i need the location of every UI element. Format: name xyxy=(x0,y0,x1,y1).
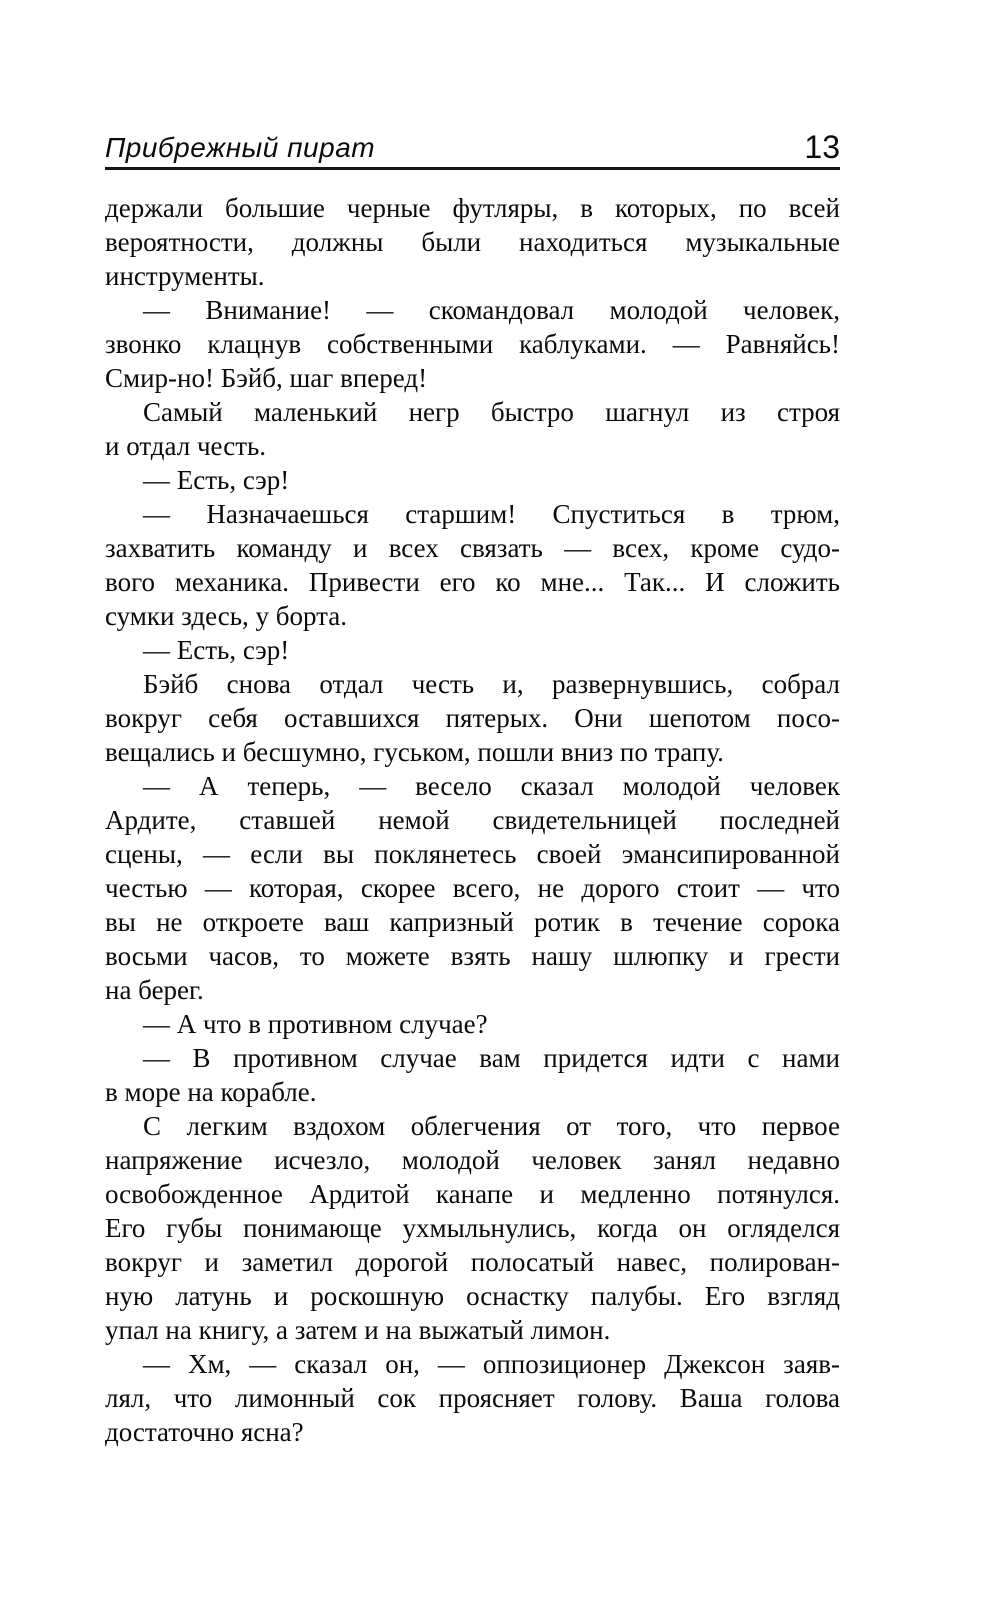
header-divider xyxy=(105,167,840,170)
text-line: Его губы понимающе ухмыльнулись, когда он огляделся xyxy=(105,1213,840,1243)
paragraph xyxy=(105,667,840,769)
text-line: Самый маленький негр быстро шагнул из строя xyxy=(143,397,840,427)
paragraph xyxy=(105,1007,840,1041)
text-line: на берег. xyxy=(105,975,204,1005)
running-header xyxy=(105,124,840,166)
text-line: — Назначаешься старшим! Спуститься в трюм, xyxy=(143,499,840,529)
paragraph xyxy=(105,191,840,293)
text-line: захватить команду и всех связать — всех, кроме судо- xyxy=(105,533,840,563)
text-line: ную латунь и роскошную оснастку палубы. Его взгляд xyxy=(105,1281,840,1311)
text-line: вого механика. Привести его ко мне... Так... И сложить xyxy=(105,567,840,597)
paragraph xyxy=(105,293,840,395)
paragraph xyxy=(105,395,840,463)
text-line: лял, что лимонный сок проясняет голову. Ваша голова xyxy=(105,1383,840,1413)
text-line: восьми часов, то можете взять нашу шлюпку и грести xyxy=(105,941,840,971)
text-line: вокруг и заметил дорогой полосатый навес, полирован- xyxy=(105,1247,840,1277)
text-line: — Есть, сэр! xyxy=(143,635,290,665)
text-line: напряжение исчезло, молодой человек занял недавно xyxy=(105,1145,840,1175)
page-number: 13 xyxy=(804,129,840,165)
text-line: звонко клацнув собственными каблуками. — Равняйсь! xyxy=(105,329,840,359)
text-line: — Внимание! — скомандовал молодой человек, xyxy=(143,295,840,325)
text-line: освобожденное Ардитой канапе и медленно потянулся. xyxy=(105,1179,840,1209)
paragraph xyxy=(105,1347,840,1449)
paragraph xyxy=(105,497,840,633)
text-line: сцены, — если вы поклянетесь своей эмансипированной xyxy=(105,839,840,869)
page-body xyxy=(105,191,840,1449)
text-line: вы не откроете ваш капризный ротик в течение сорока xyxy=(105,907,840,937)
paragraph xyxy=(105,463,840,497)
text-line: — А теперь, — весело сказал молодой человек xyxy=(143,771,840,801)
paragraph xyxy=(105,633,840,667)
text-line: вокруг себя оставшихся пятерых. Они шепотом посо- xyxy=(105,703,840,733)
text-line: вещались и бесшумно, гуськом, пошли вниз по трапу. xyxy=(105,737,724,767)
paragraph xyxy=(105,769,840,1007)
text-line: вероятности, должны были находиться музыкальные xyxy=(105,227,840,257)
text-line: — В противном случае вам придется идти с нами xyxy=(143,1043,840,1073)
text-line: упал на книгу, а затем и на выжатый лимон. xyxy=(105,1315,611,1345)
paragraph xyxy=(105,1109,840,1347)
text-line: и отдал честь. xyxy=(105,431,267,461)
text-line: — Хм, — сказал он, — оппозиционер Джексон заяв- xyxy=(143,1349,840,1379)
text-line: Смир-но! Бэйб, шаг вперед! xyxy=(105,363,428,393)
text-line: достаточно ясна? xyxy=(105,1417,304,1447)
chapter-title: Прибрежный пират xyxy=(105,132,376,163)
text-line: инструменты. xyxy=(105,261,265,291)
text-line: честью — которая, скорее всего, не дорого стоит — что xyxy=(105,873,840,903)
text-line: в море на корабле. xyxy=(105,1077,317,1107)
paragraph xyxy=(105,1041,840,1109)
text-line: Ардите, ставшей немой свидетельницей последней xyxy=(105,805,840,835)
text-line: сумки здесь, у борта. xyxy=(105,601,348,631)
text-line: Бэйб снова отдал честь и, развернувшись, собрал xyxy=(143,669,840,699)
text-line: — Есть, сэр! xyxy=(143,465,290,495)
text-line: — А что в противном случае? xyxy=(143,1009,488,1039)
text-line: С легким вздохом облегчения от того, что первое xyxy=(143,1111,840,1141)
text-line: держали большие черные футляры, в которых, по всей xyxy=(105,193,840,223)
